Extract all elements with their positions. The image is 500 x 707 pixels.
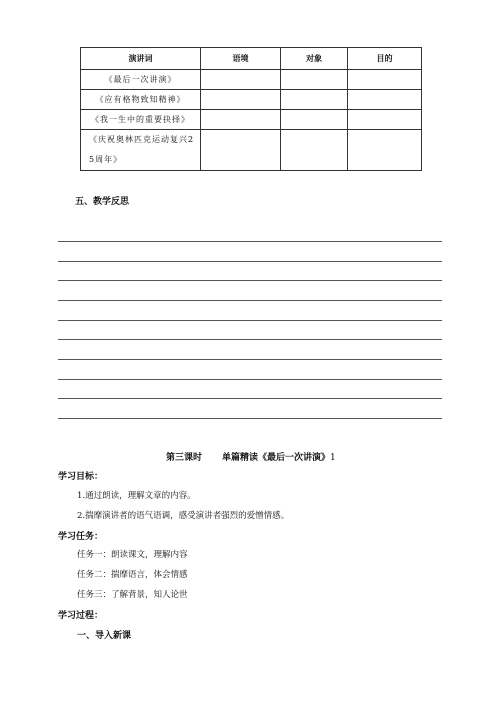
lesson-suffix: 1 bbox=[330, 453, 336, 463]
writing-line bbox=[58, 359, 442, 360]
table-row bbox=[81, 110, 422, 130]
lesson-title: 单篇精读《最后一次讲演》 bbox=[222, 453, 331, 463]
speech-analysis-table bbox=[80, 47, 422, 171]
section-heading-reflection: 五、教学反思 bbox=[75, 197, 130, 207]
goal-item: 2.揣摩演讲者的语气语调，感受演讲者强烈的爱憎情感。 bbox=[77, 511, 290, 521]
lesson-heading bbox=[166, 450, 336, 463]
writing-line bbox=[58, 339, 442, 340]
task-item: 任务一：朗读课文，理解内容 bbox=[77, 550, 188, 560]
header-context: 语境 bbox=[201, 48, 281, 70]
task-item: 任务二：揣摩语言，体会情感 bbox=[77, 570, 188, 580]
writing-line bbox=[58, 398, 442, 399]
audience-cell bbox=[281, 70, 348, 90]
process-step-intro: 一、导入新课 bbox=[77, 631, 132, 641]
goals-heading: 学习目标： bbox=[58, 472, 104, 482]
purpose-cell bbox=[348, 130, 422, 171]
header-speech: 演讲词 bbox=[81, 48, 201, 70]
table-row bbox=[81, 70, 422, 90]
speech-title-cell: 《庆祝奥林匹克运动复兴25周年》 bbox=[81, 130, 201, 171]
speech-title-cell: 《我一生中的重要抉择》 bbox=[81, 110, 201, 130]
context-cell bbox=[201, 110, 281, 130]
goal-item: 1.通过朗读，理解文章的内容。 bbox=[77, 491, 196, 501]
writing-line bbox=[58, 320, 442, 321]
speech-title-cell: 《应有格物致知精神》 bbox=[81, 90, 201, 110]
purpose-cell bbox=[348, 90, 422, 110]
writing-line bbox=[58, 300, 442, 301]
writing-line bbox=[58, 241, 442, 242]
table-row bbox=[81, 130, 422, 171]
lesson-name: 第三课时 bbox=[166, 453, 203, 463]
audience-cell bbox=[281, 90, 348, 110]
audience-cell bbox=[281, 110, 348, 130]
speech-title-cell: 《最后一次讲演》 bbox=[81, 70, 201, 90]
writing-line bbox=[58, 261, 442, 262]
table-header-row bbox=[81, 48, 422, 70]
purpose-cell bbox=[348, 110, 422, 130]
writing-line bbox=[58, 280, 442, 281]
audience-cell bbox=[281, 130, 348, 171]
context-cell bbox=[201, 130, 281, 171]
context-cell bbox=[201, 90, 281, 110]
writing-line bbox=[58, 418, 442, 419]
header-purpose: 目的 bbox=[348, 48, 422, 70]
header-audience: 对象 bbox=[281, 48, 348, 70]
tasks-heading: 学习任务： bbox=[58, 532, 104, 542]
context-cell bbox=[201, 70, 281, 90]
process-heading: 学习过程： bbox=[58, 611, 104, 621]
table-row bbox=[81, 90, 422, 110]
task-item: 任务三：了解背景，知人论世 bbox=[77, 590, 188, 600]
writing-line bbox=[58, 379, 442, 380]
purpose-cell bbox=[348, 70, 422, 90]
